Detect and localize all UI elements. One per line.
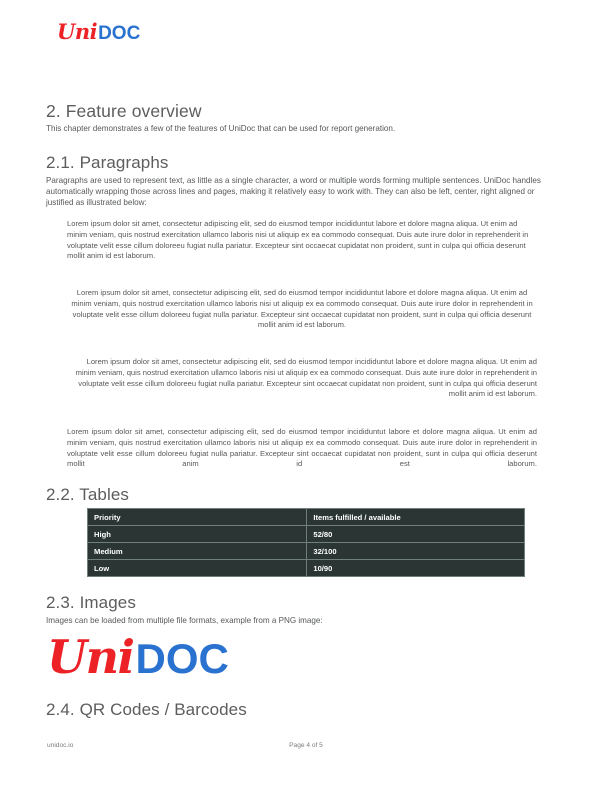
header: [57, 20, 140, 44]
section-qr-codes: [46, 700, 566, 720]
feature-overview-intro-wrap: [46, 123, 546, 134]
table-header-cell-items: Items fulfilled / available: [307, 509, 525, 526]
paragraph-sample-center: Lorem ipsum dolor sit amet, consectetur adipiscing elit, sed do eiusmod tempor incididuntut labore et dolore magna aliqua. Ut enim ad minim veniam, quis nostrud exercitation ullamco laboris nisi ut aliquip ex ea commodo consequat. Duis aute irure dolor in reprehenderit in voluptate velit esse cillum doloreeu fugiat nulla pariatur. Excepteur sint occaecat cupidatat non proident, sunt in culpa qui officia deserunt mollit anim id est laborum.: [71, 288, 533, 330]
images-intro: Images can be loaded from multiple file formats, example from a PNG image:: [46, 616, 323, 625]
paragraphs-intro-wrap: [46, 175, 548, 208]
paragraph-sample-justified: Lorem ipsum dolor sit amet, consectetur adipiscing elit, sed do eiusmod tempor incididuntut labore et dolore magna aliqua. Ut enim ad minim veniam, quis nostrud exercitation ullamco laboris nisi ut aliquip ex ea commodo consequat. Duis aute irure dolor in reprehenderit in voluptate velit esse cillum doloreeu fugiat nulla pariatur. Excepteur sint occaecat cupidatat non proident, sunt in culpa qui officia deserunt mollit anim id est laborum.: [67, 427, 537, 469]
table-cell-priority: Medium: [88, 543, 307, 560]
feature-overview-intro: This chapter demonstrates a few of the features of UniDoc that can be used for report generation.: [46, 124, 396, 133]
heading-tables: 2.2. Tables: [46, 485, 130, 504]
paragraph-sample-left-wrap: [46, 219, 566, 262]
section-paragraphs: [46, 153, 566, 173]
priority-table-wrapper: [87, 508, 525, 577]
table-cell-priority: Low: [88, 560, 307, 577]
paragraphs-intro: Paragraphs are used to represent text, as little as a single character, a word or multiple words forming multiple sentences. UniDoc handles automatically wrapping those across lines and pages, making it relatively easy to work with. They can also be left, center, right aligned or justified as illustrated below:: [46, 176, 541, 208]
table-row: [88, 526, 525, 543]
paragraph-sample-right: Lorem ipsum dolor sit amet, consectetur adipiscing elit, sed do eiusmod tempor incididuntut labore et dolore magna aliqua. Ut enim ad minim veniam, quis nostrud exercitation ullamco laboris nisi ut aliquip ex ea commodo consequat. Duis aute irure dolor in reprehenderit in voluptate velit esse cillum doloreeu fugiat nulla pariatur. Excepteur sint occaecat cupidatat non proident, sunt in culpa qui officia deserunt mollit anim id est laborum.: [75, 357, 537, 399]
heading-feature-overview: 2. Feature overview: [46, 101, 202, 121]
unidoc-logo: [57, 21, 140, 43]
table-cell-items: 32/100: [307, 543, 525, 560]
logo-uni-text: Uni: [57, 19, 98, 44]
logo-doc-text: DOC: [98, 23, 141, 44]
table-cell-priority: High: [88, 526, 307, 543]
paragraph-sample-center-wrap: [46, 288, 566, 331]
paragraph-sample-justified-wrap: [46, 427, 566, 481]
footer-page-number: Page 4 of 5: [289, 742, 323, 749]
images-intro-wrap: [46, 615, 546, 626]
table-cell-items: 10/90: [307, 560, 525, 577]
sample-image-unidoc-logo: [47, 630, 229, 684]
section-tables: [46, 485, 566, 505]
priority-table: [87, 508, 525, 577]
table-row: [88, 560, 525, 577]
sample-image-logo-doc-text: DOC: [135, 635, 229, 682]
paragraph-sample-left: Lorem ipsum dolor sit amet, consectetur adipiscing elit, sed do eiusmod tempor incididuntut labore et dolore magna aliqua. Ut enim ad minim veniam, quis nostrud exercitation ullamco laboris nisi ut aliquip ex ea commodo consequat. Duis aute irure dolor in reprehenderit in voluptate velit esse cillum doloreeu fugiat nulla pariatur. Excepteur sint occaecat cupidatat non proident, sunt in culpa qui officia deserunt mollit anim id est laborum.: [67, 219, 529, 261]
table-header-row: [88, 509, 525, 526]
footer: [0, 742, 612, 756]
heading-images: 2.3. Images: [46, 593, 136, 612]
heading-paragraphs: 2.1. Paragraphs: [46, 153, 169, 172]
heading-qr-codes: 2.4. QR Codes / Barcodes: [46, 700, 247, 719]
footer-site-label: unidoc.io: [47, 742, 74, 749]
section-images: [46, 593, 566, 613]
table-header-cell-priority: Priority: [88, 509, 307, 526]
table-cell-items: 52/80: [307, 526, 525, 543]
table-row: [88, 543, 525, 560]
paragraph-sample-right-wrap: [46, 357, 566, 400]
section-feature-overview: [46, 101, 566, 122]
sample-image-logo-uni-text: Uni: [47, 630, 134, 684]
